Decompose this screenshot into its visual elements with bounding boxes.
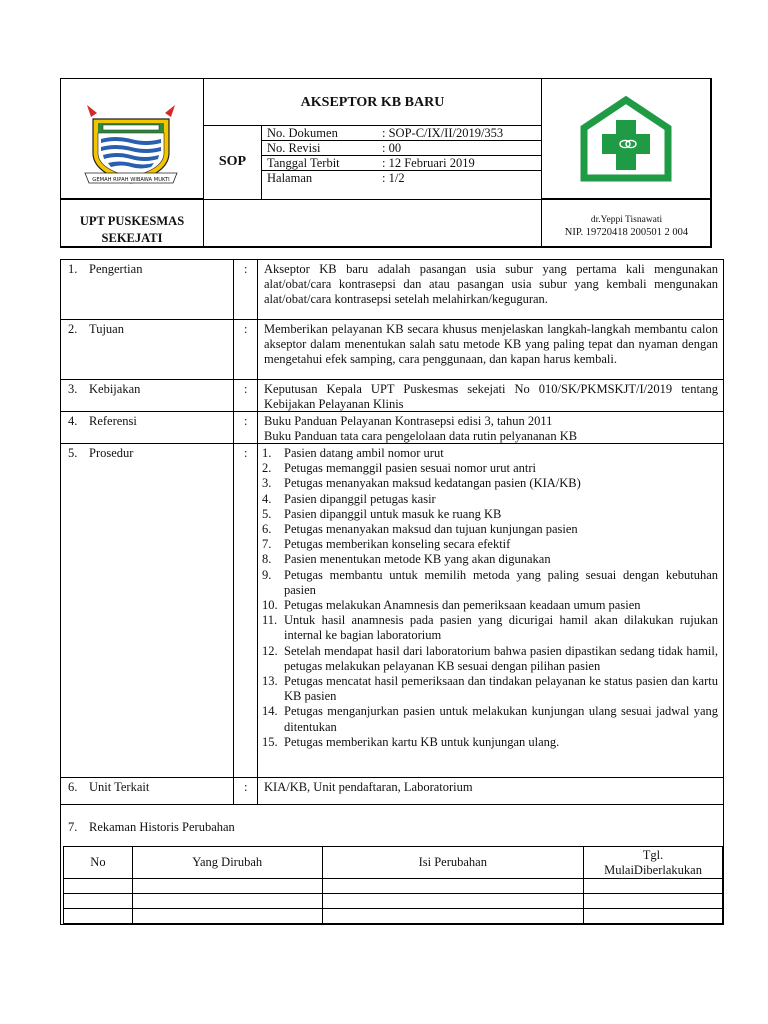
meta-key: Halaman <box>267 171 313 185</box>
organization-name <box>61 213 203 247</box>
procedure-step-text: Pasien dipanggil petugas kasir <box>284 491 436 506</box>
procedure-step-number: 8. <box>262 552 272 567</box>
procedure-step-text: Pasien menentukan metode KB yang akan digunakan <box>284 552 551 567</box>
section-colon: : <box>244 382 248 396</box>
section-colon: : <box>244 414 248 428</box>
section-pengertian <box>61 260 723 320</box>
history-col-mulai-line: MulaiDiberlakukan <box>604 862 702 877</box>
sop-cell <box>203 125 262 200</box>
history-row <box>64 879 723 894</box>
document-meta <box>261 125 542 200</box>
section-number: 6. <box>68 780 78 794</box>
procedure-step <box>262 461 718 476</box>
procedure-step-number: 6. <box>262 522 272 537</box>
organization-line-1: UPT PUSKESMAS <box>79 214 185 228</box>
section-content: Memberikan pelayanan KB secara khusus menjelaskan langkah-langkah membantu calon akseptor dalam menentukan salah satu metode KB yang paling tepat dan nyaman dengan mengetahui efek samping, cara penggunaan, dan kapan harus kembali. <box>264 322 718 367</box>
history-cell <box>322 894 584 909</box>
section-label: Unit Terkait <box>89 780 150 794</box>
history-table <box>63 846 723 924</box>
procedure-step-text: Setelah mendapat hasil dari laboratorium bahwa pasien dipastikan sedang tidak hamil, petugas melakukan pelayanan KB sesuai dengan pilihan pasien <box>284 643 718 673</box>
history-col-yang-dirubah: Yang Dirubah <box>132 847 322 879</box>
signatory-nip: NIP. 19720418 200501 2 004 <box>564 227 689 238</box>
procedure-step <box>262 446 718 461</box>
section-unit-terkait <box>61 778 723 805</box>
history-cell <box>584 894 723 909</box>
history-cell <box>322 909 584 924</box>
procedure-step-number: 7. <box>262 537 272 552</box>
procedure-step-text: Pasien datang ambil nomor urut <box>284 446 444 460</box>
meta-value: : 12 Februari 2019 <box>382 156 475 170</box>
procedure-step-number: 13. <box>262 674 278 689</box>
document-title: AKSEPTOR KB BARU <box>300 95 445 110</box>
procedure-step-number: 15. <box>262 734 278 749</box>
procedure-step <box>262 522 718 537</box>
section-colon: : <box>244 780 248 794</box>
procedure-step <box>262 568 718 598</box>
history-cell <box>64 909 133 924</box>
signature-space-cell <box>203 199 542 248</box>
procedure-step-number: 12. <box>262 643 278 658</box>
procedure-step <box>262 476 718 491</box>
history-col-tgl-line: Tgl. <box>642 847 664 862</box>
history-cell <box>584 879 723 894</box>
document-header <box>60 78 711 247</box>
history-cell <box>132 894 322 909</box>
section-number: 1. <box>68 262 78 276</box>
meta-row-no-revisi <box>262 141 541 156</box>
section-tujuan <box>61 320 723 380</box>
puskesmas-logo-icon <box>578 94 674 184</box>
procedure-step <box>262 507 718 522</box>
procedure-step <box>262 674 718 704</box>
history-cell <box>64 879 133 894</box>
procedure-step <box>262 704 718 734</box>
reference-item: Buku Panduan Pelayanan Kontrasepsi edisi 3, tahun 2011 <box>264 414 553 428</box>
procedure-step-number: 1. <box>262 446 272 460</box>
puskesmas-logo-cell <box>541 78 712 199</box>
section-number: 5. <box>68 446 78 460</box>
procedure-step <box>262 598 718 613</box>
section-label: Referensi <box>89 414 137 428</box>
meta-row-no-dokumen <box>262 126 541 141</box>
section-number: 3. <box>68 382 78 396</box>
section-referensi <box>61 412 723 444</box>
organization-line-2: SEKEJATI <box>101 231 163 245</box>
history-header-row <box>64 847 723 879</box>
procedure-step-number: 14. <box>262 704 278 719</box>
meta-key: No. Dokumen <box>267 126 338 140</box>
sop-label: SOP <box>218 154 247 169</box>
procedure-step-text: Petugas melakukan Anamnesis dan pemeriksaan keadaan umum pasien <box>284 598 641 613</box>
procedure-step-text: Petugas menanyakan maksud dan tujuan kunjungan pasien <box>284 522 578 537</box>
meta-row-halaman <box>262 171 541 186</box>
history-col-no: No <box>64 847 133 879</box>
logo-cell <box>60 78 204 199</box>
history-col-isi-perubahan: Isi Perubahan <box>322 847 584 879</box>
procedure-step-number: 2. <box>262 461 272 476</box>
section-label: Kebijakan <box>89 382 141 396</box>
section-kebijakan <box>61 380 723 412</box>
section-label: Pengertian <box>89 262 143 276</box>
section-number: 4. <box>68 414 78 428</box>
history-row <box>64 909 723 924</box>
section-colon: : <box>244 446 248 460</box>
procedure-step <box>262 492 718 507</box>
meta-key: Tanggal Terbit <box>267 156 340 170</box>
section-label: Tujuan <box>89 322 124 336</box>
procedure-step-number: 5. <box>262 506 272 521</box>
procedure-step-text: Petugas membantu untuk memilih metoda yang paling sesuai dengan kebutuhan pasien <box>284 567 718 597</box>
procedure-step-text: Pasien dipanggil untuk masuk ke ruang KB <box>284 506 502 521</box>
procedure-step <box>262 644 718 674</box>
procedure-step-number: 10. <box>262 598 278 613</box>
procedure-step-number: 3. <box>262 476 272 491</box>
meta-value: : 1/2 <box>382 171 405 185</box>
procedure-step-text: Petugas memberikan kartu KB untuk kunjungan ulang. <box>284 734 560 749</box>
section-number: 2. <box>68 322 78 336</box>
sop-content-table <box>60 259 724 925</box>
meta-value: : SOP-C/IX/II/2019/353 <box>382 126 504 140</box>
procedure-step-number: 11. <box>262 613 278 628</box>
procedure-step-text: Petugas mencatat hasil pemeriksaan dan tindakan pelayanan ke status pasien dan kartu KB pasien <box>284 674 718 704</box>
history-cell <box>322 879 584 894</box>
reference-item: Buku Panduan tata cara pengelolaan data rutin pelyananan KB <box>264 429 578 444</box>
history-row <box>64 894 723 909</box>
signatory-cell <box>541 199 712 248</box>
history-cell <box>132 879 322 894</box>
procedure-step-text: Petugas memanggil pasien sesuai nomor urut antri <box>284 461 537 476</box>
section-prosedur <box>61 444 723 778</box>
procedure-step-text: Petugas memberikan konseling secara efektif <box>284 537 511 552</box>
section-content: Akseptor KB baru adalah pasangan usia subur yang pertama kali mengunakan alat/obat/cara kontrasepsi dan atau pasangan usia subur yang kembali mengunakan alat/obat/cara kontrasepsi setelah melahirkan/keguguran. <box>264 262 718 307</box>
title-cell <box>203 78 542 126</box>
section-label: Prosedur <box>89 446 134 460</box>
procedure-step <box>262 537 718 552</box>
history-cell <box>132 909 322 924</box>
section-number: 7. <box>68 820 78 834</box>
section-content: Keputusan Kepala UPT Puskesmas sekejati No 010/SK/PKMSKJT/I/2019 tentang Kebijakan Pelayanan Klinis <box>264 382 718 412</box>
organization-cell <box>60 199 204 248</box>
section-content: KIA/KB, Unit pendaftaran, Laboratorium <box>264 780 473 794</box>
section-colon: : <box>244 322 248 336</box>
section-colon: : <box>244 262 248 276</box>
procedure-list <box>262 446 718 750</box>
procedure-step-text: Petugas menanyakan maksud kedatangan pasien (KIA/KB) <box>284 476 581 491</box>
meta-row-tanggal-terbit <box>262 156 541 171</box>
history-cell <box>584 909 723 924</box>
procedure-step-number: 9. <box>262 567 272 582</box>
section-content <box>264 414 718 444</box>
procedure-step <box>262 735 718 750</box>
section-label: Rekaman Historis Perubahan <box>89 820 235 834</box>
meta-key: No. Revisi <box>267 141 321 155</box>
procedure-step-number: 4. <box>262 491 272 506</box>
emblem-ribbon-text: GEMAH RIPAH WIBAWA MUKTI <box>92 177 170 183</box>
procedure-step <box>262 552 718 567</box>
signatory-name: dr.Yeppi Tisnawati <box>590 215 663 225</box>
history-cell <box>64 894 133 909</box>
procedure-step <box>262 613 718 643</box>
bandung-emblem-icon <box>81 97 181 187</box>
procedure-step-text: Petugas menganjurkan pasien untuk melakukan kunjungan ulang sesuai jadwal yang ditentukan <box>284 704 718 734</box>
meta-value: : 00 <box>382 141 402 155</box>
procedure-step-text: Untuk hasil anamnesis pada pasien yang dicurigai hamil akan dilakukan rujukan internal ke bagian laboratorium <box>284 613 718 643</box>
history-col-tanggal <box>584 847 723 879</box>
